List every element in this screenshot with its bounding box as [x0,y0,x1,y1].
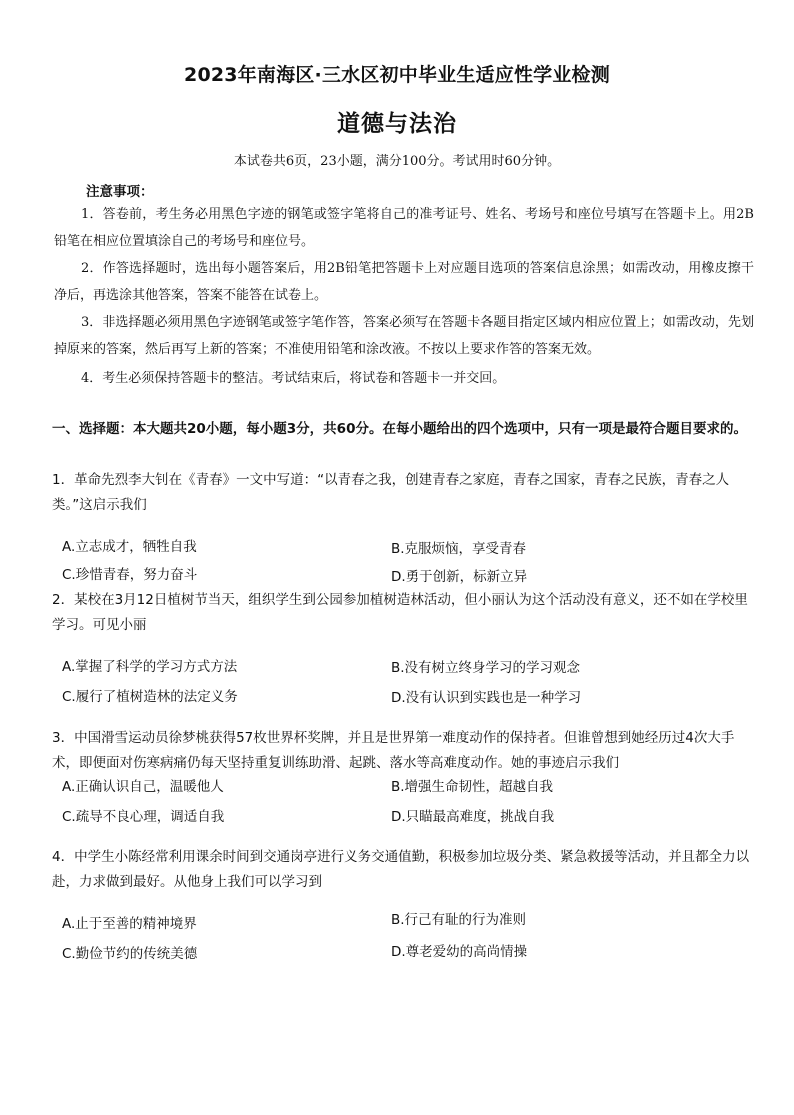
subject-title: 道德与法治 [337,111,457,137]
question-3-option-d[interactable]: D.只瞄最高难度，挑战自我 [391,809,555,825]
question-2-option-b[interactable]: B.没有树立终身学习的学习观念 [391,660,581,676]
notice-item: 1．答卷前，考生务必用黑色字迹的钢笔或签字笔将自己的准考证号、姓名、考场号和座位号填写在答题卡上。用2B铅笔在相应位置填涂自己的考场号和座位号。 [54,207,754,249]
notice-item: 3．非选择题必须用黑色字迹钢笔或签字笔作答，答案必须写在答题卡各题目指定区域内相应位置上；如需改动，先划掉原来的答案，然后再写上新的答案；不准使用铅笔和涂改液。不按以上要求作答的答案无效。 [54,315,754,357]
question-2-stem: 2．某校在3月12日植树节当天，组织学生到公园参加植树造林活动，但小丽认为这个活动没有意义，还不如在学校里学习。可见小丽 [52,592,748,633]
question-2-option-d[interactable]: D.没有认识到实践也是一种学习 [391,690,582,706]
notice-item: 4．考生必须保持答题卡的整洁。考试结束后，将试卷和答题卡一并交回。 [81,371,506,386]
question-3-option-c[interactable]: C.疏导不良心理，调适自我 [62,809,225,825]
question-4-stem: 4．中学生小陈经常利用课余时间到交通岗亭进行义务交通值勤，积极参加垃圾分类、紧急救援等活动，并且都全力以赴，力求做到最好。从他身上我们可以学习到 [52,849,750,890]
question-3-option-b[interactable]: B.增强生命韧性，超越自我 [391,779,554,795]
exam-title: 2023年南海区·三水区初中毕业生适应性学业检测 [184,64,610,86]
exam-info: 本试卷共6页，23小题，满分100分。考试用时60分钟。 [233,154,561,169]
question-1-option-d[interactable]: D.勇于创新，标新立异 [391,569,528,585]
section-heading: 一、选择题：本大题共20小题，每小题3分，共60分。在每小题给出的四个选项中，只有一项是最符合题目要求的。 [52,421,747,437]
question-4-option-c[interactable]: C.勤俭节约的传统美德 [62,946,198,962]
question-3-stem: 3．中国滑雪运动员徐梦桃获得57枚世界杯奖牌，并且是世界第一难度动作的保持者。但谁曾想到她经历过4次大手术，即便面对伤寒病痛仍每天坚持重复训练助滑、起跳、落水等高难度动作。她的事迹启示我们 [52,730,735,771]
question-3-option-a[interactable]: A.正确认识自己，温暖他人 [62,779,224,795]
question-4-option-a[interactable]: A.止于至善的精神境界 [62,916,197,932]
question-1-option-b[interactable]: B.克服烦恼，享受青春 [391,541,527,557]
notice-heading: 注意事项： [86,184,154,200]
question-1-option-c[interactable]: C.珍惜青春，努力奋斗 [62,567,198,583]
notice-item: 2．作答选择题时，选出每小题答案后，用2B铅笔把答题卡上对应题目选项的答案信息涂黑；如需改动，用橡皮擦干净后，再选涂其他答案，答案不能答在试卷上。 [54,261,754,303]
question-4-option-b[interactable]: B.行己有耻的行为准则 [391,912,527,928]
question-2-option-c[interactable]: C.履行了植树造林的法定义务 [62,689,238,705]
question-1-stem: 1．革命先烈李大钊在《青春》一文中写道：“以青春之我，创建青春之家庭，青春之国家，青春之民族，青春之人类。”这启示我们 [52,472,730,513]
question-4-option-d[interactable]: D.尊老爱幼的高尚情操 [391,944,528,960]
question-1-option-a[interactable]: A.立志成才，牺牲自我 [62,539,197,555]
question-2-option-a[interactable]: A.掌握了科学的学习方式方法 [62,659,238,675]
